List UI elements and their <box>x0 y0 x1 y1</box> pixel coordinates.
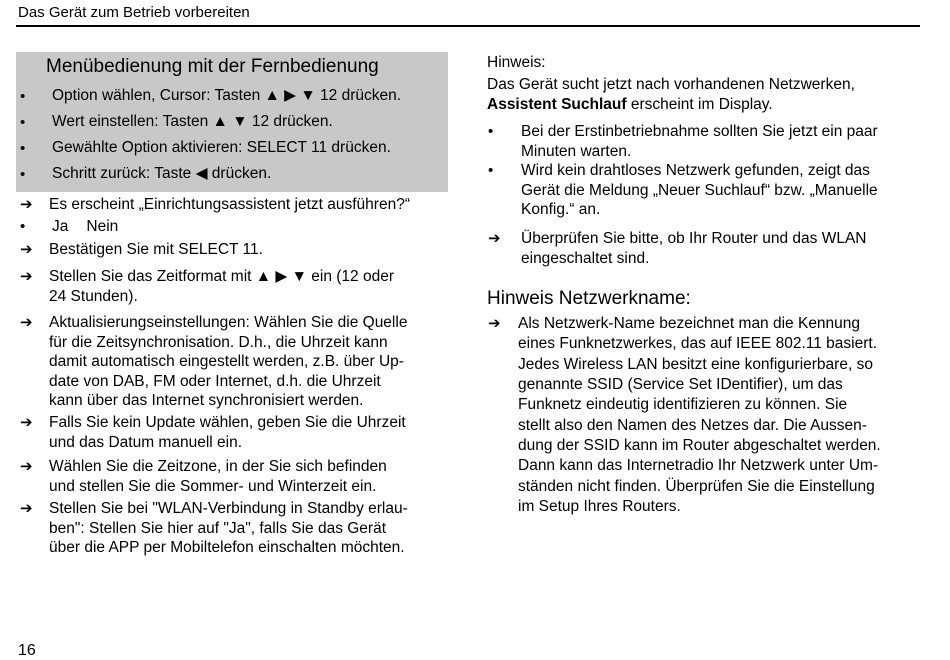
step-wlan-standby-line: über die APP per Mobiltelefon einschalten möchten. <box>49 539 405 556</box>
netzwerkname-line: ständen nicht finden. Überprüfen Sie die Einstellung <box>518 478 875 495</box>
router-check-line: eingeschaltet sind. <box>521 250 650 267</box>
arrow-icon: ➔ <box>20 414 33 431</box>
arrow-icon: ➔ <box>20 268 33 285</box>
netzwerkname-line: im Setup Ihres Routers. <box>518 498 681 515</box>
netzwerkname-line: dung der SSID kann im Router abgeschaltet werden. <box>518 437 881 454</box>
arrow-icon: ➔ <box>20 458 33 475</box>
netzwerkname-line: Dann kann das Internetradio Ihr Netzwerk unter Um- <box>518 457 879 474</box>
step-timeformat-line: Stellen Sie das Zeitformat mit ▲ ▶ ▼ ein (12 oder <box>49 268 394 285</box>
right-bullet-line: Minuten warten. <box>521 143 632 160</box>
step-update-line: für die Zeitsynchronisation. D.h., die Uhrzeit kann <box>49 334 388 351</box>
step-update-line: Aktualisierungseinstellungen: Wählen Sie die Quelle <box>49 314 408 331</box>
right-bullet-line: Bei der Erstinbetriebnahme sollten Sie jetzt ein paar <box>521 123 878 140</box>
arrow-icon: ➔ <box>20 500 33 517</box>
step-wlan-standby-line: Stellen Sie bei "WLAN-Verbindung in Standby erlau- <box>49 500 408 517</box>
arrow-icon: ➔ <box>488 230 501 247</box>
arrow-icon: ➔ <box>20 241 33 258</box>
step-manual-time-line: Falls Sie kein Update wählen, geben Sie die Uhrzeit <box>49 414 406 431</box>
arrow-icon: ➔ <box>20 196 33 213</box>
remote-control-box-title: Menübedienung mit der Fernbedienung <box>46 56 379 77</box>
netzwerkname-line: Funknetz eindeutig identifizieren zu können. Sie <box>518 396 848 413</box>
bullet-icon: • <box>20 166 26 183</box>
bullet-icon: • <box>20 114 26 131</box>
bullet-icon: • <box>488 123 494 140</box>
netzwerkname-line: eines Funknetzwerkes, das auf IEEE 802.11 basiert. <box>518 335 877 352</box>
assistent-suchlauf-label: Assistent Suchlauf <box>487 96 627 113</box>
step-wlan-standby-line: ben": Stellen Sie hier auf "Ja", falls Sie das Gerät <box>49 520 387 537</box>
box-item-option: Option wählen, Cursor: Tasten ▲ ▶ ▼ 12 drücken. <box>52 87 402 104</box>
bullet-icon: • <box>20 218 26 235</box>
box-item-activate: Gewählte Option aktivieren: SELECT 11 drücken. <box>52 139 391 156</box>
router-check-line: Überprüfen Sie bitte, ob Ihr Router und das WLAN <box>521 230 867 247</box>
step-update-line: date von DAB, FM oder Internet, d.h. die Uhrzeit <box>49 373 381 390</box>
hinweis-line-rest: erscheint im Display. <box>626 96 773 113</box>
netzwerkname-line: Als Netzwerk-Name bezeichnet man die Kennung <box>518 315 861 332</box>
netzwerkname-line: Jedes Wireless LAN besitzt eine konfigurierbare, so <box>518 356 873 373</box>
hinweis-label: Hinweis: <box>487 54 546 71</box>
step-timezone-line: und stellen Sie die Sommer- und Winterzeit ein. <box>49 478 377 495</box>
bullet-icon: • <box>20 88 26 105</box>
box-item-back: Schritt zurück: Taste ◀ drücken. <box>52 165 272 182</box>
right-bullet-line: Gerät die Meldung „Neuer Suchlauf“ bzw. „Manuelle <box>521 182 878 199</box>
arrow-icon: ➔ <box>488 315 501 332</box>
step-confirm: Bestätigen Sie mit SELECT 11. <box>49 241 263 258</box>
page-header-title: Das Gerät zum Betrieb vorbereiten <box>18 4 250 21</box>
arrow-icon: ➔ <box>20 314 33 331</box>
option-ja: Ja <box>52 218 69 235</box>
wizard-options <box>52 217 118 237</box>
bullet-icon: • <box>20 140 26 157</box>
step-update-line: kann über das Internet synchronisiert werden. <box>49 392 364 409</box>
right-bullet-line: Konfig.“ an. <box>521 201 601 218</box>
netzwerkname-heading: Hinweis Netzwerkname: <box>487 288 691 309</box>
box-item-value: Wert einstellen: Tasten ▲ ▼ 12 drücken. <box>52 113 333 130</box>
bullet-icon: • <box>488 162 494 179</box>
option-nein: Nein <box>86 218 119 235</box>
header-rule <box>16 25 920 27</box>
hinweis-line: Das Gerät sucht jetzt nach vorhandenen Netzwerken, <box>487 76 855 93</box>
step-wizard-prompt: Es erscheint „Einrichtungsassistent jetzt ausführen?“ <box>49 196 410 213</box>
page-number: 16 <box>18 642 36 659</box>
step-manual-time-line: und das Datum manuell ein. <box>49 434 243 451</box>
step-update-line: damit automatisch eingestellt werden, z.B. über Up- <box>49 353 404 370</box>
step-timeformat-line: 24 Stunden). <box>49 288 138 305</box>
netzwerkname-line: stellt also den Namen des Netzes dar. Die Aussen- <box>518 417 867 434</box>
hinweis-line <box>487 95 773 115</box>
netzwerkname-line: genannte SSID (Service Set IDentifier), um das <box>518 376 843 393</box>
right-bullet-line: Wird kein drahtloses Netzwerk gefunden, zeigt das <box>521 162 870 179</box>
step-timezone-line: Wählen Sie die Zeitzone, in der Sie sich befinden <box>49 458 387 475</box>
